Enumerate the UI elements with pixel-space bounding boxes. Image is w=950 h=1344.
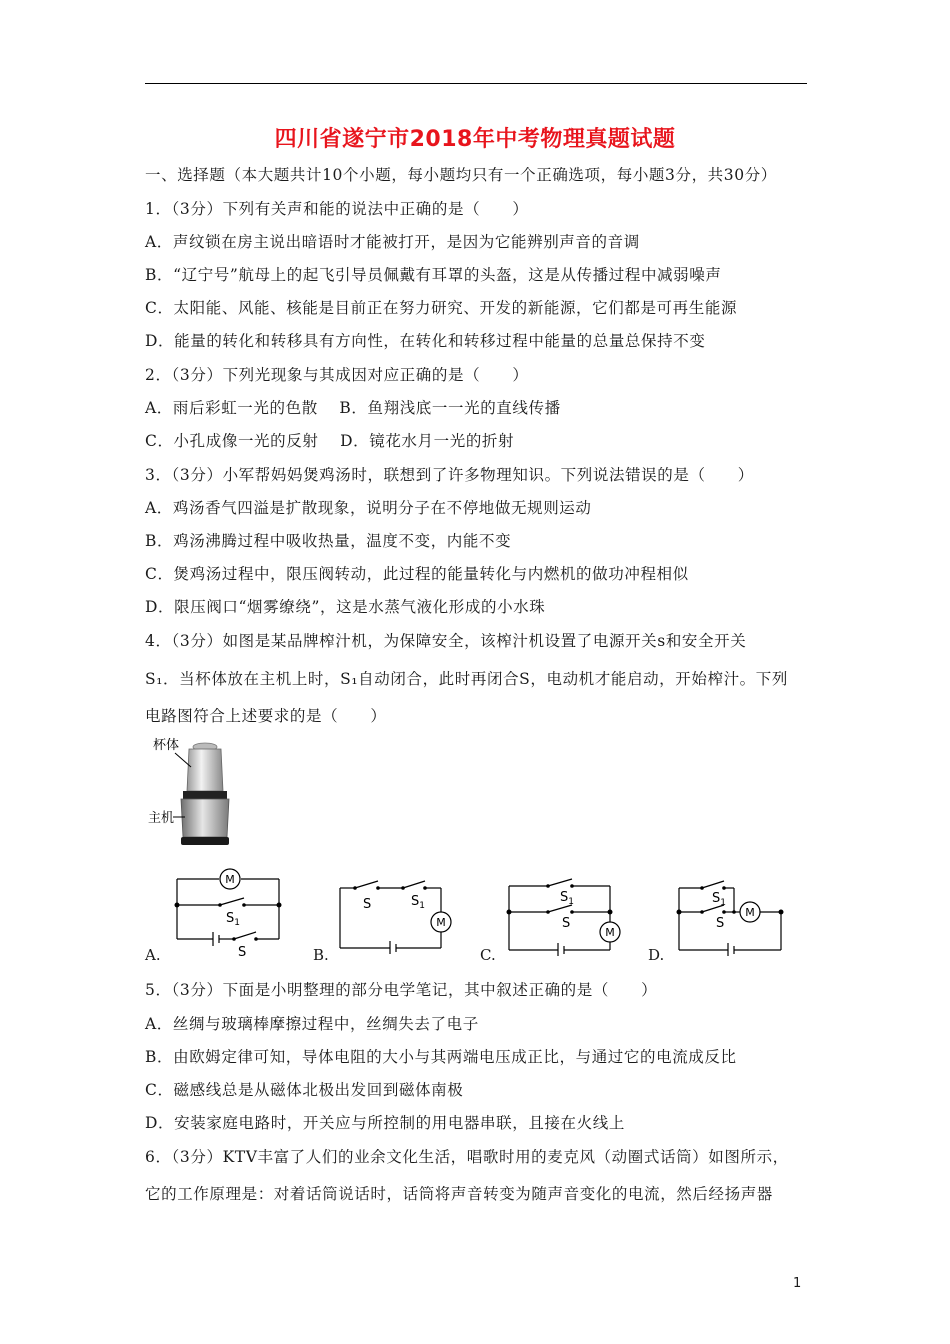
base-body <box>181 799 229 837</box>
q1-stem: 1．（3分）下列有关声和能的说法中正确的是（ ） <box>145 200 529 218</box>
q2-stem: 2．（3分）下列光现象与其成因对应正确的是（ ） <box>145 366 529 384</box>
cup-collar <box>183 791 227 799</box>
option-a-label: A. <box>145 946 161 964</box>
motor-label: M <box>225 873 235 886</box>
page-number: 1 <box>793 1276 802 1291</box>
q5-option-a: A．丝绸与玻璃棒摩擦过程中，丝绸失去了电子 <box>145 1015 479 1033</box>
switch-s-label: S <box>238 945 247 958</box>
q3-option-b: B．鸡汤沸腾过程中吸收热量，温度不变，内能不变 <box>145 532 512 550</box>
circuit-a <box>170 868 290 958</box>
q3-option-d: D．限压阀口“烟雾缭绕”，这是水蒸气液化形成的小水珠 <box>145 598 546 616</box>
q1-option-b: B．“辽宁号”航母上的起飞引导员佩戴有耳罩的头盔，这是从传播过程中减弱噪声 <box>145 266 722 284</box>
q1-option-d: D．能量的转化和转移具有方向性，在转化和转移过程中能量的总量总保持不变 <box>145 332 706 350</box>
switch-s-label: S <box>716 916 725 931</box>
q3-option-c: C．煲鸡汤过程中，限压阀转动，此过程的能量转化与内燃机的做功冲程相似 <box>145 565 689 583</box>
q5-option-d: D．安装家庭电路时，开关应与所控制的用电器串联，且接在火线上 <box>145 1114 625 1132</box>
option-c-label: C. <box>480 946 496 964</box>
q1-option-c: C．太阳能、风能、核能是目前正在努力研究、开发的新能源，它们都是可再生能源 <box>145 299 738 317</box>
switch-s1-label: $S_1$ <box>226 911 240 928</box>
q3-option-a: A．鸡汤香气四溢是扩散现象，说明分子在不停地做无规则运动 <box>145 499 592 517</box>
label-cup: 杯体 <box>153 738 180 753</box>
cup-body <box>187 749 223 791</box>
q5-option-b: B．由欧姆定律可知，导体电阻的大小与其两端电压成正比，与通过它的电流成反比 <box>145 1048 737 1066</box>
switch-s1-label: $S_1$ <box>411 894 425 911</box>
switch-s-label: S <box>363 897 372 912</box>
option-b-label: B. <box>313 946 329 964</box>
circuit-d <box>672 872 792 956</box>
q4-stem-line2: S₁．当杯体放在主机上时，S₁自动闭合，此时再闭合S，电动机才能启动，开始榨汁。下列 <box>145 670 788 688</box>
q2-options-cd: C．小孔成像一光的反射 D．镜花水月一光的折射 <box>145 432 515 450</box>
q3-stem: 3．（3分）小军帮妈妈煲鸡汤时，联想到了许多物理知识。下列说法错误的是（ ） <box>145 466 754 484</box>
motor-label: M <box>605 926 615 939</box>
q2-options-ab: A．雨后彩虹一光的色散 B．鱼翔浅底一一光的直线传播 <box>145 399 561 417</box>
q6-stem-line2: 它的工作原理是：对着话筒说话时，话筒将声音转变为随声音变化的电流，然后经扬声器 <box>145 1185 773 1203</box>
q5-stem: 5．（3分）下面是小明整理的部分电学笔记，其中叙述正确的是（ ） <box>145 981 658 999</box>
juicer-figure <box>145 733 245 853</box>
motor-label: M <box>745 906 755 919</box>
q1-option-a: A．声纹锁在房主说出暗语时才能被打开，是因为它能辨别声音的音调 <box>145 233 640 251</box>
circuit-b <box>333 872 468 954</box>
section-heading: 一、选择题（本大题共计10个小题，每小题均只有一个正确选项，每小题3分，共30分） <box>145 166 777 184</box>
switch-s1-label: $S_1$ <box>712 891 726 908</box>
switch-s1-label: $S_1$ <box>560 890 574 907</box>
circuit-c <box>502 872 632 956</box>
q4-stem-line3: 电路图符合上述要求的是（ ） <box>145 707 387 725</box>
option-d-label: D. <box>648 946 665 964</box>
label-base: 主机 <box>148 811 175 826</box>
q4-stem-line1: 4．（3分）如图是某品牌榨汁机，为保障安全，该榨汁机设置了电源开关s和安全开关 <box>145 632 747 650</box>
base-foot <box>181 837 229 845</box>
page-title: 四川省遂宁市2018年中考物理真题试题 <box>274 127 676 152</box>
motor-label: M <box>436 916 446 929</box>
switch-s-label: S <box>562 916 571 931</box>
header-rule <box>145 83 807 84</box>
q6-stem-line1: 6．（3分）KTV丰富了人们的业余文化生活，唱歌时用的麦克风（动圈式话筒）如图所示， <box>145 1148 789 1166</box>
q5-option-c: C．磁感线总是从磁体北极出发回到磁体南极 <box>145 1081 464 1099</box>
